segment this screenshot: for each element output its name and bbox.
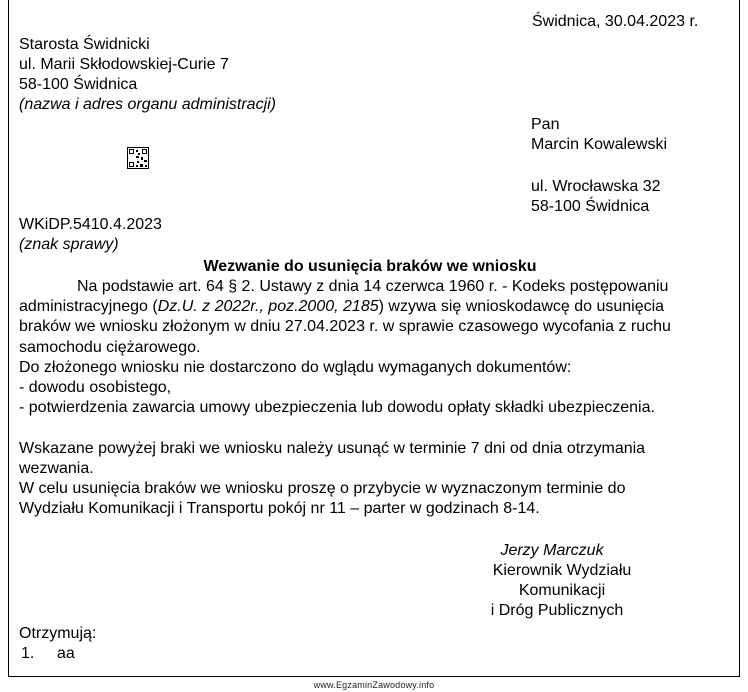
sender-name: Starosta Świdnicki <box>19 36 150 53</box>
recipient-name: Marcin Kowalewski <box>531 136 668 153</box>
body-p2: Do złożonego wniosku nie dostarczono do wglądu wymaganych dokumentów: <box>19 359 572 376</box>
distribution-label: Otrzymują: <box>19 625 97 642</box>
legal-citation: Dz.U. z 2022r., poz.2000, 2185 <box>157 298 379 315</box>
body-p3-line2: wezwania. <box>19 460 94 477</box>
case-label: (znak sprawy) <box>19 236 119 253</box>
missing-doc-item-1: - dowodu osobistego, <box>19 379 172 396</box>
case-number: WKiDP.5410.4.2023 <box>19 216 162 233</box>
body-p1-line2-b: ) wzywa się wnioskodawcę do usunięcia <box>378 298 665 315</box>
body-p3-line1: Wskazane powyżej braki we wniosku należy usunąć w terminie 7 dni od dnia otrzymania <box>19 440 646 457</box>
signature-role-3: i Dróg Publicznych <box>490 602 624 619</box>
recipient-salutation: Pan <box>531 116 560 133</box>
body-p1-line1: Na podstawie art. 64 § 2. Ustawy z dnia 14 czerwca 1960 r. - Kodeks postępowaniu <box>77 278 669 295</box>
qr-code-icon <box>127 147 149 169</box>
recipient-street: ul. Wrocławska 32 <box>531 178 661 195</box>
footer-url: www.EgzaminZawodowy.info <box>313 680 435 690</box>
sender-city: 58-100 Świdnica <box>19 76 138 93</box>
signature-name: Jerzy Marczuk <box>500 542 604 559</box>
body-p1-line4: samochodu ciężarowego. <box>19 339 201 356</box>
recipient-city: 58-100 Świdnica <box>531 198 650 215</box>
place-date: Świdnica, 30.04.2023 r. <box>532 13 699 30</box>
document-title: Wezwanie do usunięcia braków we wniosku <box>203 258 537 275</box>
body-p4-line1: W celu usunięcia braków we wniosku proszę o przybycie w wyznaczonym terminie do <box>19 480 626 497</box>
body-p1-line2-a: administracyjnego ( <box>19 298 158 315</box>
signature-role-2: Komunikacji <box>518 582 606 599</box>
body-p4-line2: Wydziału Komunikacji i Transportu pokój nr 11 – parter w godzinach 8-14. <box>19 500 540 517</box>
distribution-item-number: 1. <box>21 645 35 662</box>
body-p1-line2 <box>19 297 664 317</box>
body-p1-line3: braków we wniosku złożonym w dniu 27.04.2023 r. w sprawie czasowego wycofania z ruchu <box>19 318 671 335</box>
sender-street: ul. Marii Skłodowskiej-Curie 7 <box>19 56 229 73</box>
signature-role-1: Kierownik Wydziału <box>492 562 632 579</box>
sender-note: (nazwa i adres organu administracji) <box>19 96 276 113</box>
missing-doc-item-2: - potwierdzenia zawarcia umowy ubezpieczenia lub dowodu opłaty składki ubezpieczenia. <box>19 399 655 416</box>
distribution-item-text: aa <box>57 645 75 662</box>
